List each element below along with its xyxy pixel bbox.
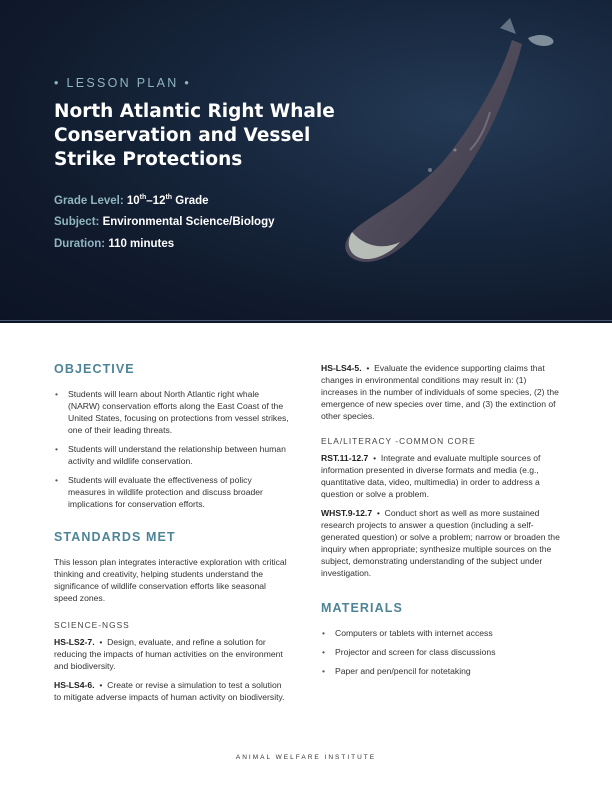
duration-label: Duration: bbox=[54, 238, 106, 250]
standard-item: HS-LS2-7. • Design, evaluate, and refine a solution for reducing the impacts of human activities on the environment and biodiversity. bbox=[54, 637, 283, 671]
hero-divider bbox=[0, 320, 612, 321]
duration-value: 110 minutes bbox=[108, 238, 175, 250]
list-item: • Students will evaluate the effectiveness of policy measures in wildlife protection and discuss broader implications for conservation efforts. bbox=[54, 474, 290, 510]
list-item: • Students will learn about North Atlantic right whale (NARW) conservation efforts along the East Coast of the United States, focusing on protections from vessel strikes, one of their leading threats. bbox=[54, 388, 290, 436]
eyebrow-label: • LESSON PLAN • bbox=[54, 76, 192, 90]
materials-list bbox=[321, 627, 561, 677]
right-column bbox=[321, 362, 561, 684]
grade-level bbox=[54, 194, 209, 207]
materials-heading: MATERIALS bbox=[321, 601, 403, 615]
list-item: • Computers or tablets with internet access bbox=[321, 627, 561, 639]
list-item: • Paper and pen/pencil for notetaking bbox=[321, 665, 561, 677]
subject-value: Environmental Science/Biology bbox=[102, 216, 275, 228]
objective-heading: OBJECTIVE bbox=[54, 362, 135, 376]
standard-item: WHST.9-12.7 • Conduct short as well as more sustained research projects to answer a question (including a self-generated question) or solve a problem; narrow or broaden the inquiry when appropriate; synthesize multiple sources on the subject, demonstrating understanding of the subject under investigation. bbox=[321, 508, 560, 578]
list-item: • Projector and screen for class discussions bbox=[321, 646, 561, 658]
list-item: • Students will understand the relationship between human activity and wildlife conservation. bbox=[54, 443, 290, 467]
standard-item: HS-LS4-6. • Create or revise a simulation to test a solution to mitigate adverse impacts of human activity on biodiversity. bbox=[54, 680, 285, 702]
standard-item: RST.11-12.7 • Integrate and evaluate multiple sources of information presented in diverse formats and media (e.g., quantitative data, video, multimedia) in order to address a question or solve a problem. bbox=[321, 453, 541, 499]
grade-label: Grade Level: bbox=[54, 194, 124, 207]
footer-org-name: ANIMAL WELFARE INSTITUTE bbox=[235, 754, 377, 761]
standards-heading: STANDARDS MET bbox=[54, 530, 176, 544]
duration bbox=[54, 238, 174, 250]
standard-item: HS-LS4-5. • Evaluate the evidence supporting claims that changes in environmental conditions may result in: (1) increases in the number of individuals of some species, (2) the emergence of new species over time, and (3) the extinction of other species. bbox=[321, 363, 559, 421]
ela-subheading: ELA/LITERACY -COMMON CORE bbox=[321, 436, 476, 446]
left-column bbox=[54, 362, 290, 710]
objective-list bbox=[54, 388, 290, 510]
grade-value: 10th–12th Grade bbox=[126, 194, 209, 207]
science-subheading: SCIENCE-NGSS bbox=[54, 620, 130, 630]
standards-intro: This lesson plan integrates interactive exploration with critical thinking and creativity, helping students understand the significance of wildlife conservation efforts like seasonal speed zones. bbox=[54, 557, 287, 603]
subject-label: Subject: bbox=[54, 216, 100, 228]
lesson-title: North Atlantic Right Whale Conservation and Vessel Strike Protections bbox=[54, 101, 335, 170]
subject bbox=[54, 216, 274, 228]
